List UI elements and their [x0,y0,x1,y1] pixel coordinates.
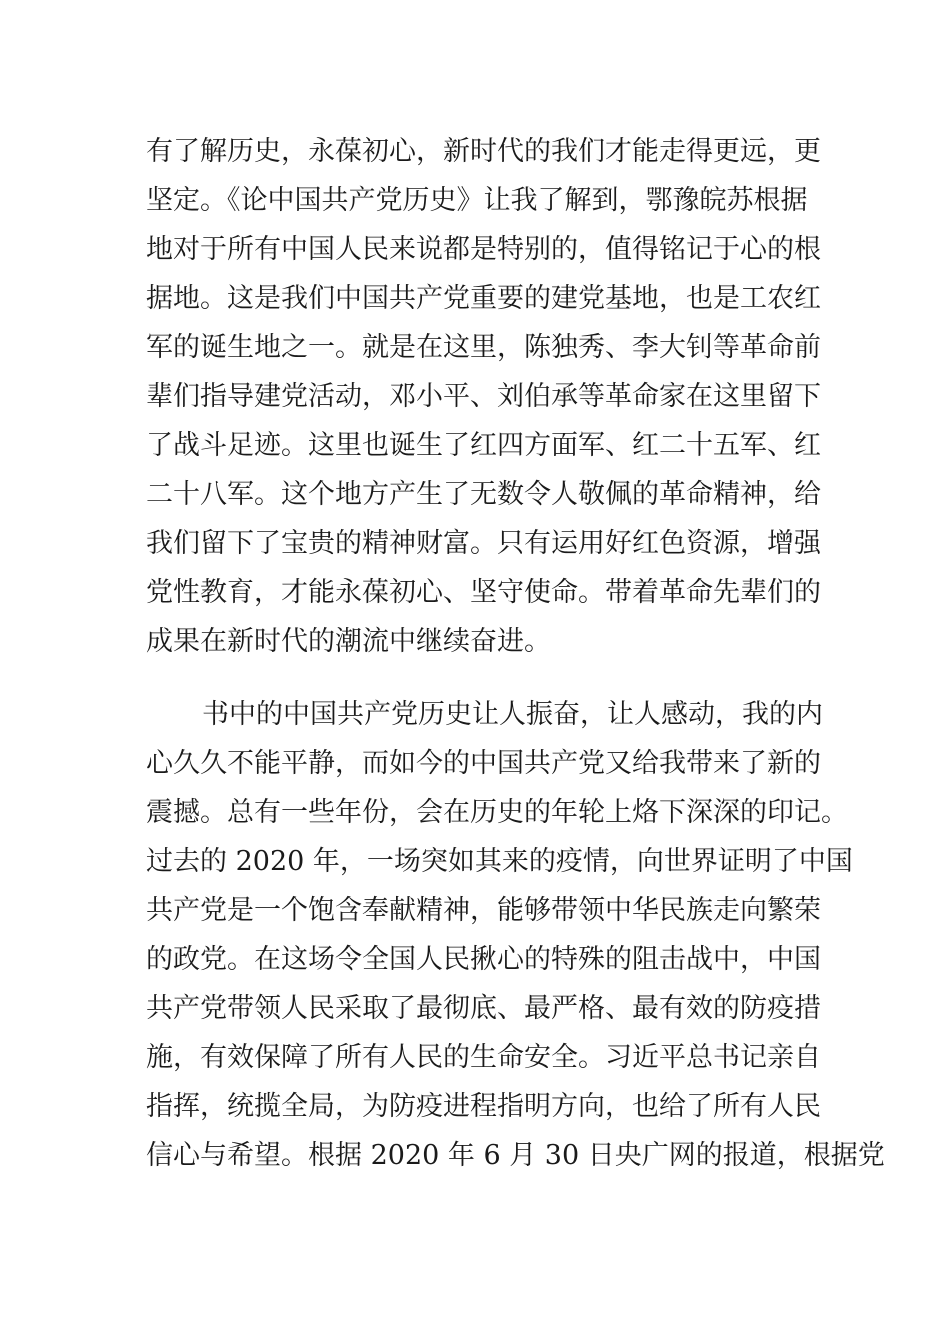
text-line: 辈们指导建党活动，邓小平、刘伯承等革命家在这里留下 [146,381,821,412]
text-line: 过去的 2020 年，一场突如其来的疫情，向世界证明了中国 [146,846,853,877]
text-line: 的政党。在这场令全国人民揪心的特殊的阻击战中，中国 [146,944,821,975]
text-line: 指挥，统揽全局，为防疫进程指明方向，也给了所有人民 [146,1091,821,1122]
text-line: 据地。这是我们中国共产党重要的建党基地，也是工农红 [146,283,821,314]
text-line: 震撼。总有一些年份，会在历史的年轮上烙下深深的印记。 [146,797,848,828]
text-line: 了战斗足迹。这里也诞生了红四方面军、红二十五军、红 [146,430,821,461]
text-line: 心久久不能平静，而如今的中国共产党又给我带来了新的 [146,748,821,779]
text-line: 军的诞生地之一。就是在这里，陈独秀、李大钊等革命前 [146,332,821,363]
text-line: 坚定。《论中国共产党历史》让我了解到，鄂豫皖苏根据 [146,185,808,216]
text-line: 党性教育，才能永葆初心、坚守使命。带着革命先辈们的 [146,577,821,608]
text-line: 地对于所有中国人民来说都是特别的，值得铭记于心的根 [146,234,821,265]
text-line: 二十八军。这个地方产生了无数令人敬佩的革命精神，给 [146,479,821,510]
text-line: 施，有效保障了所有人民的生命安全。习近平总书记亲自 [146,1042,821,1073]
text-line: 有了解历史，永葆初心，新时代的我们才能走得更远，更 [146,136,821,167]
text-line: 成果在新时代的潮流中继续奋进。 [146,626,551,657]
text-line: 我们留下了宝贵的精神财富。只有运用好红色资源，增强 [146,528,821,559]
text-line: 共产党带领人民采取了最彻底、最严格、最有效的防疫措 [146,993,821,1024]
text-line: 共产党是一个饱含奉献精神，能够带领中华民族走向繁荣 [146,895,821,926]
text-line: 书中的中国共产党历史让人振奋，让人感动，我的内 [202,699,823,730]
text-line: 信心与希望。根据 2020 年 6 月 30 日央广网的报道，根据党 [146,1140,885,1171]
